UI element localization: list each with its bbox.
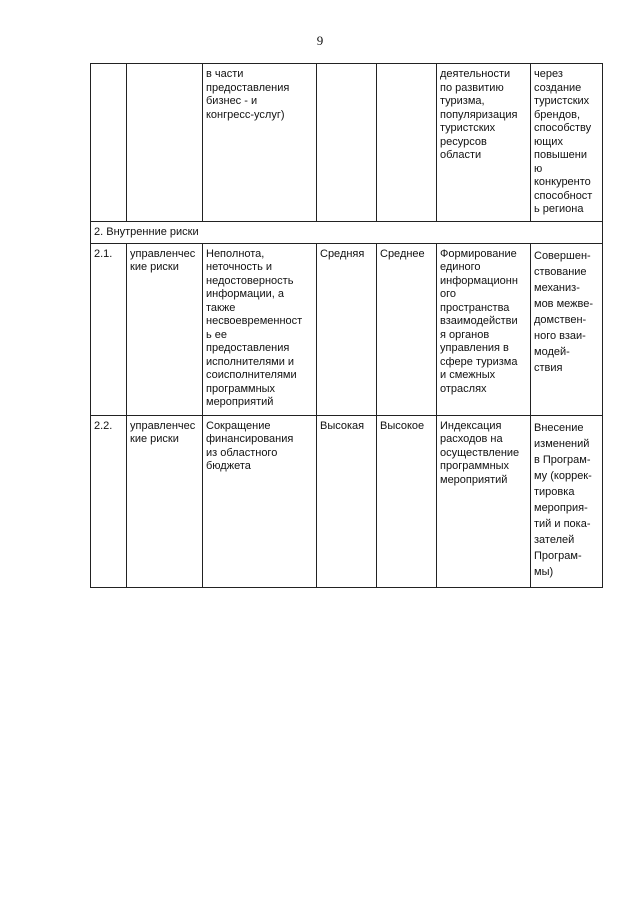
cell-measures: деятельности по развитию туризма, популяризация туристских ресурсов области: [437, 64, 531, 222]
page-number: 9: [316, 33, 324, 48]
table-row-continued: [91, 64, 603, 222]
table-row: [91, 415, 603, 587]
cell-num: 2.1.: [91, 243, 127, 415]
table-row: [91, 243, 603, 415]
cell-measures: Формирование единого информационн ого пространства взаимодействи я органов управления в сфере туризма и смежных отраслях: [437, 243, 531, 415]
cell-risk: управленчес кие риски: [127, 415, 203, 587]
risk-table: [90, 63, 603, 588]
section-header: 2. Внутренние риски: [91, 222, 603, 244]
cell-description: в части предоставления бизнес - и конгресс-услуг): [203, 64, 317, 222]
cell-description: Сокращение финансирования из областного бюджета: [203, 415, 317, 587]
cell-result: через создание туристских брендов, способству ющих повышени ю конкуренто способност ь региона: [531, 64, 603, 222]
cell-num: 2.2.: [91, 415, 127, 587]
cell-result: Совершен- ствование механиз- мов межве- домствен- ного взаи- модей- ствия: [531, 243, 603, 415]
cell-measures: Индексация расходов на осуществление программных мероприятий: [437, 415, 531, 587]
cell-probability: [317, 64, 377, 222]
cell-num: [91, 64, 127, 222]
cell-risk: управленчес кие риски: [127, 243, 203, 415]
cell-result: Внесение изменений в Програм- му (коррек- тировка мероприя- тий и пока- зателей Програм- мы): [531, 415, 603, 587]
cell-probability: Средняя: [317, 243, 377, 415]
cell-impact: [377, 64, 437, 222]
cell-impact: Среднее: [377, 243, 437, 415]
cell-risk: [127, 64, 203, 222]
section-header-row: [91, 222, 603, 244]
cell-probability: Высокая: [317, 415, 377, 587]
cell-impact: Высокое: [377, 415, 437, 587]
cell-description: Неполнота, неточность и недостоверность информации, а также несвоевременност ь ее предоставления исполнителями и соисполнителями программных мероприятий: [203, 243, 317, 415]
